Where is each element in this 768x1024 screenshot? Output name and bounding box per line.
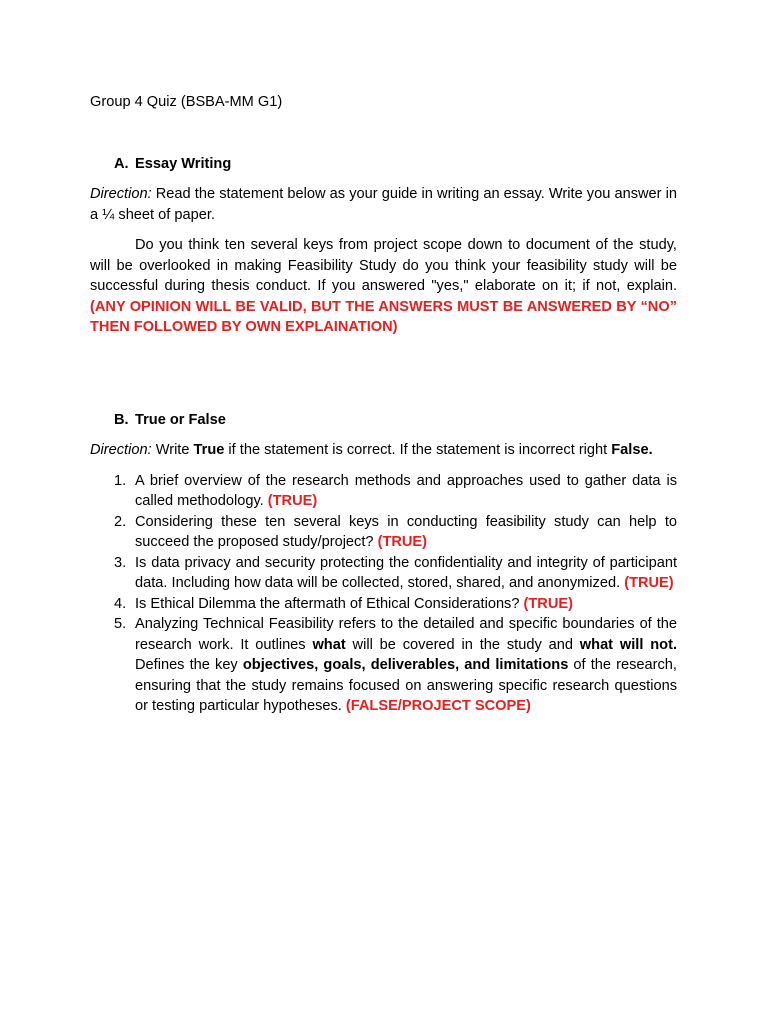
section-a-direction-text: Read the statement below as your guide in writing an essay. Write you answer in a ¼ sheet of paper. <box>90 186 677 223</box>
section-a-heading <box>90 154 677 175</box>
list-item-body <box>135 614 677 717</box>
list-item <box>90 614 677 717</box>
list-item-text: will be covered in the study and <box>345 636 580 653</box>
section-a-direction <box>90 184 677 225</box>
section-b-heading <box>90 410 677 431</box>
list-item-number: 4. <box>114 595 127 612</box>
section-b-direction-label: Direction: <box>90 442 152 458</box>
essay-statement <box>90 235 677 338</box>
list-item-text: Considering these ten several keys in conducting feasibility study can help to succeed the proposed study/project? <box>135 513 677 550</box>
section-b-direction-part2: if the statement is correct. If the statement is incorrect right <box>224 442 612 458</box>
list-item-body <box>135 512 677 553</box>
section-a-direction-label: Direction: <box>90 186 152 202</box>
list-item-answer: (FALSE/PROJECT SCOPE) <box>345 698 531 714</box>
section-b-direction <box>90 440 677 461</box>
list-item-text: Analyzing Technical Feasibility refers to the detailed and specific boundaries of the research work. It outlines <box>135 616 677 653</box>
section-a-title: Essay Writing <box>135 155 232 172</box>
list-item-answer: (TRUE) <box>267 493 318 509</box>
list-item-answer: (TRUE) <box>523 595 573 612</box>
list-item-answer: (TRUE) <box>377 534 428 550</box>
section-b-direction-false: False. <box>611 442 653 458</box>
list-item-bold-objectives: objectives, goals, deliverables, and limitations <box>242 657 569 673</box>
document-title: Group 4 Quiz (BSBA-MM G1) <box>90 94 283 110</box>
list-item-text: of the research, ensuring that the study remains focused on answering specific research questions or testing particular hypotheses. <box>135 657 677 714</box>
list-item-bold-what-will-not: what will not. <box>579 636 677 653</box>
section-b-direction-true: True <box>193 442 225 458</box>
list-item-text: Is Ethical Dilemma the aftermath of Ethical Considerations? <box>135 595 524 612</box>
essay-statement-text: Do you think ten several keys from project scope down to document of the study, will be overlooked in making Feasibility Study do you think your feasibility study will be successful during thesis conduct. If you answered "yes," elaborate on it; if not, explain. <box>90 237 677 294</box>
list-item-body <box>135 553 677 594</box>
list-item <box>90 471 677 512</box>
essay-answer-note: (ANY OPINION WILL BE VALID, BUT THE ANSWERS MUST BE ANSWERED BY “NO” THEN FOLLOWED BY OWN EXPLAINATION) <box>90 298 677 335</box>
section-b-letter: B. <box>114 411 129 428</box>
list-item <box>90 553 677 594</box>
section-b-direction-part1: Write <box>151 442 194 458</box>
list-item <box>90 512 677 553</box>
document-content <box>90 92 677 717</box>
list-item-number: 2. <box>114 513 127 530</box>
list-item-number: 3. <box>114 554 127 571</box>
section-a-letter: A. <box>114 155 129 172</box>
list-item-body <box>135 594 677 615</box>
list-item-answer: (TRUE) <box>624 575 674 591</box>
list-item-number: 1. <box>114 472 127 489</box>
list-item-number: 5. <box>114 616 127 632</box>
list-item-text: Defines the key <box>135 657 243 673</box>
list-item-bold-what: what <box>312 636 346 653</box>
list-item-text: Is data privacy and security protecting the confidentiality and integrity of participant data. Including how data will be collected, stored, shared, and anonymized. <box>135 554 677 591</box>
list-item-body <box>135 471 677 512</box>
section-b-title: True or False <box>135 411 226 428</box>
list-item-text: A brief overview of the research methods and approaches used to gather data is called methodology. <box>135 472 677 509</box>
list-item <box>90 594 677 615</box>
true-false-list <box>90 471 677 717</box>
